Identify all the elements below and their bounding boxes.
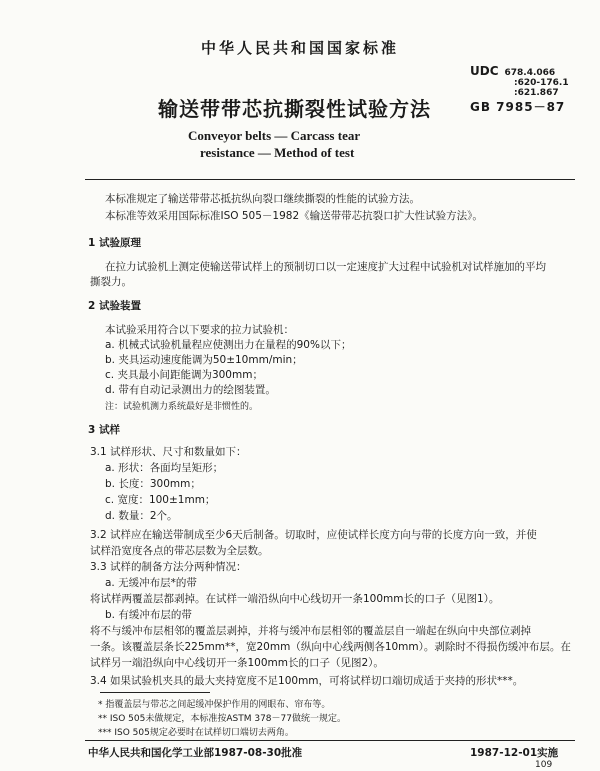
section-1-heading: 1 试验原理	[88, 237, 141, 249]
clause-3-3-b-label: b. 有缓冲布层的带	[105, 609, 192, 621]
document-title-zh: 输送带带芯抗撕裂性试验方法	[158, 97, 431, 121]
clause-3-1-item-d: d. 数量：2个。	[105, 510, 178, 522]
udc-label: UDC	[470, 64, 499, 78]
udc-code	[470, 66, 569, 98]
section-2-item-d: d. 带有自动记录测出力的绘图装置。	[105, 384, 276, 396]
approval-line: 中华人民共和国化学工业部1987-08-30批准	[88, 747, 303, 759]
section-3-heading: 3 试样	[88, 424, 120, 436]
standard-header: 中华人民共和国国家标准	[200, 39, 399, 57]
intro-line-1: 本标准规定了输送带带芯抵抗纵向裂口继续撕裂的性能的试验方法。	[105, 193, 420, 205]
clause-3-3-a-label: a. 无缓冲布层*的带	[105, 577, 197, 589]
udc-line-2: :620-176.1	[514, 78, 569, 88]
udc-line-3: :621.867	[514, 88, 559, 98]
clause-3-2-line-1: 3.2 试样应在输送带制成至少6天后制备。切取时，应使试样长度方向与带的长度方向一致，并使	[90, 529, 537, 541]
document-title-en-line1: Conveyor belts — Carcass tear	[188, 128, 361, 143]
clause-3-1: 3.1 试样形状、尺寸和数量如下：	[90, 446, 247, 458]
footnote-3: *** ISO 505规定必要时在试样切口端切去两角。	[98, 728, 294, 738]
section-2-intro: 本试验采用符合以下要求的拉力试验机：	[105, 324, 294, 336]
clause-3-1-item-a: a. 形状：各面均呈矩形；	[105, 462, 224, 474]
clause-3-2-line-2: 试样沿宽度各点的带芯层数为全层数。	[90, 545, 269, 557]
implementation-date: 1987-12-01实施	[470, 747, 559, 759]
clause-3-3-b-line-1: 将不与缓冲布层相邻的覆盖层剥掉，并将与缓冲布层相邻的覆盖层自一端起在纵向中央部位剥掉	[90, 625, 531, 637]
clause-3-4: 3.4 如果试验机夹具的最大夹持宽度不足100mm，可将试样切口端切成适于夹持的形状***。	[90, 675, 524, 687]
intro-line-2: 本标准等效采用国际标准ISO 505－1982《输送带带芯抗裂口扩大性试验方法》。	[105, 210, 483, 222]
section-2-item-b: b. 夹具运动速度能调为50±10mm/min；	[105, 354, 303, 366]
section-2-heading: 2 试验装置	[88, 300, 141, 312]
clause-3-1-item-b: b. 长度：300mm；	[105, 478, 201, 490]
section-2-item-c: c. 夹具最小间距能调为300mm；	[105, 369, 263, 381]
section-2-note: 注：试验机测力系统最好是非惯性的。	[105, 402, 259, 412]
page-number: 109	[535, 760, 553, 770]
udc-line-1: 678.4.066	[504, 68, 556, 78]
clause-3-3: 3.3 试样的制备方法分两种情况：	[90, 561, 247, 573]
document-title-en-line2: resistance — Method of test	[200, 145, 355, 160]
bottom-divider	[85, 740, 575, 741]
clause-3-1-item-c: c. 宽度：100±1mm；	[105, 494, 216, 506]
section-1-line-2: 撕裂力。	[90, 276, 132, 288]
clause-3-3-a-text: 将试样两覆盖层都剥掉。在试样一端沿纵向中心线切开一条100mm长的口子（见图1）。	[90, 593, 500, 605]
top-divider	[85, 179, 575, 180]
footnote-2: ** ISO 505未做规定，本标准按ASTM 378－77做统一规定。	[98, 714, 346, 724]
footnote-1: * 指覆盖层与带芯之间起缓冲保护作用的网眼布、帘布等。	[98, 700, 331, 710]
footnote-divider	[100, 692, 210, 693]
clause-3-3-b-line-3: 试样另一端沿纵向中心线切开一条100mm长的口子（见图2）。	[90, 657, 384, 669]
section-2-item-a: a. 机械式试验机量程应使测出力在量程的90%以下；	[105, 339, 352, 351]
clause-3-3-b-line-2: 一条。该覆盖层条长225mm**，宽20mm（纵向中心线两侧各10mm）。剥除时不得损伤缓冲布层。在	[90, 641, 571, 653]
gb-number: GB 7985－87	[470, 100, 566, 114]
section-1-line-1: 在拉力试验机上测定使输送带试样上的预制切口以一定速度扩大过程中试验机对试样施加的平均	[105, 261, 546, 273]
